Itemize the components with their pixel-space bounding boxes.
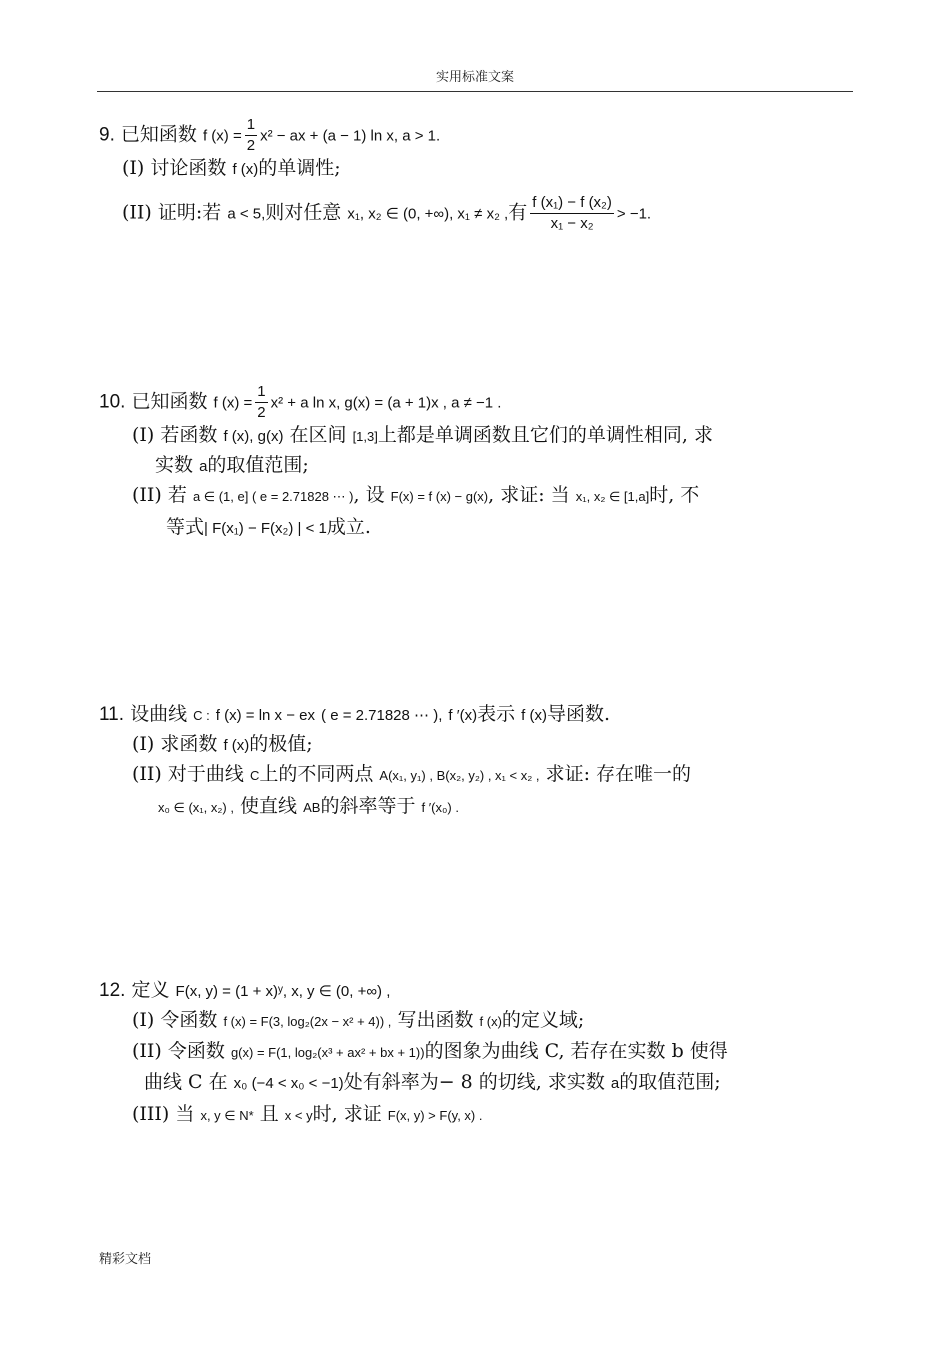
problem-text: 已知函数: [131, 390, 208, 413]
problem-text: 表示: [477, 703, 516, 725]
fraction: [245, 115, 257, 156]
math-expression: x₁, x₂ ∈ [1,a]: [575, 489, 650, 504]
part-text: 的斜率等于: [320, 795, 416, 817]
math-expression: f (x): [521, 707, 547, 724]
part-label: (I): [132, 1009, 155, 1031]
math-expression: f (x) =: [202, 127, 242, 145]
math-expression: f (x): [232, 161, 259, 178]
part-label: (II): [132, 763, 162, 785]
fraction-numerator: f (x₁) − f (x₂): [530, 193, 614, 214]
fraction-denominator: 2: [257, 404, 266, 421]
part-text: 使直线: [240, 795, 298, 817]
math-expression: f (x): [223, 737, 250, 754]
part-text: 曲线 C 在: [144, 1071, 228, 1093]
problem-11-part-2-cont: [158, 794, 459, 820]
problem-12-stem: [99, 978, 390, 1004]
problem-number: 9.: [99, 124, 115, 146]
problem-11-stem: [99, 702, 610, 728]
problem-10-stem: [99, 382, 501, 423]
problem-9-part-1: [122, 156, 341, 182]
math-expression: x₀ ∈ (x₁, x₂) ,: [158, 800, 234, 815]
math-expression: A(x₁, y₁) , B(x₂, y₂) , x₁ < x₂ ,: [379, 768, 540, 783]
math-expression: g(x) = F(1, log₂(x³ + ax² + bx + 1)): [230, 1045, 425, 1060]
problem-9-stem: [99, 115, 440, 156]
part-text: 有: [508, 201, 528, 224]
math-expression: [1,3]: [352, 429, 378, 444]
math-expression: a: [610, 1075, 620, 1092]
math-expression: F(x, y) > F(y, x) .: [387, 1108, 483, 1123]
problem-10-part-1-cont: [155, 453, 309, 479]
problem-number: 10.: [99, 391, 126, 413]
fraction-denominator: 2: [246, 137, 256, 154]
fraction-numerator: 1: [245, 115, 257, 136]
part-text: 令函数: [160, 1009, 218, 1031]
math-expression: x < y: [284, 1108, 313, 1123]
part-label: (III): [132, 1103, 170, 1125]
problem-text: 已知函数: [120, 123, 197, 146]
part-text: 的图象为曲线 C, 若存在实数 b 使得: [424, 1040, 728, 1062]
math-expression: a ∈ (1, e] ( e = 2.71828 ⋯ ): [192, 489, 354, 504]
math-expression: | F(x₁) − F(x₂) | < 1: [204, 520, 327, 537]
problem-12-part-1: [132, 1008, 584, 1034]
math-expression: F(x) = f (x) − g(x): [390, 489, 489, 504]
part-text: 的定义域;: [501, 1009, 585, 1031]
part-label: (II): [122, 201, 152, 224]
math-expression: x₀ (−4 < x₀ < −1): [233, 1075, 344, 1092]
part-label: (I): [122, 157, 145, 179]
part-text: 令函数: [167, 1040, 225, 1062]
part-text: , 设: [353, 484, 385, 506]
part-text: 对于曲线: [167, 763, 244, 785]
math-expression: C: [249, 768, 260, 783]
problem-12-part-2: [132, 1039, 728, 1065]
problem-12-part-2-cont: [144, 1070, 721, 1096]
part-text: , 求证: 当: [488, 484, 570, 506]
math-expression: x, y ∈ N*: [200, 1108, 254, 1123]
part-label: (I): [132, 424, 155, 446]
part-text: 的取值范围;: [619, 1071, 721, 1093]
math-expression: > −1.: [616, 205, 652, 223]
part-text: 若: [167, 484, 187, 506]
math-expression: f ′(x): [448, 707, 478, 724]
problem-9-part-2: [122, 193, 651, 234]
part-text: 的取值范围;: [207, 454, 309, 476]
part-text: 且: [259, 1103, 279, 1125]
fraction-denominator: x₁ − x₂: [550, 215, 594, 232]
problem-11-part-1: [132, 732, 313, 758]
math-expression: F(x, y) = (1 + x)ʸ, x, y ∈ (0, +∞) ,: [175, 983, 391, 1000]
fraction: [530, 193, 614, 234]
math-expression: f ′(x₀) .: [421, 800, 459, 815]
problem-number: 12.: [99, 980, 126, 1001]
part-text: 时, 不: [649, 484, 700, 506]
math-expression: C :: [193, 708, 210, 723]
part-text: 若函数: [160, 424, 218, 446]
part-text: 求证: 存在唯一的: [545, 763, 692, 785]
problem-text: 设曲线: [130, 703, 188, 725]
fraction-numerator: 1: [255, 382, 267, 403]
math-expression: a < 5,: [227, 205, 266, 223]
part-text: 实数: [155, 454, 194, 476]
header-divider: [97, 91, 853, 92]
math-expression: x₁, x₂ ∈ (0, +∞), x₁ ≠ x₂ ,: [347, 205, 509, 223]
problem-number: 11.: [99, 704, 125, 725]
math-expression: ( e = 2.71828 ⋯ ),: [321, 707, 443, 724]
part-text: 时, 求证: [312, 1103, 382, 1125]
part-text: 当: [175, 1103, 195, 1125]
part-text: 上的不同两点: [259, 763, 374, 785]
math-expression: f (x) = ln x − ex: [215, 707, 315, 724]
part-text: 在区间: [289, 424, 347, 446]
math-expression: x² − ax + (a − 1) ln x, a > 1.: [260, 127, 441, 145]
problem-text: 定义: [131, 979, 170, 1001]
math-expression: AB: [303, 800, 321, 815]
part-text: 求函数: [160, 733, 218, 755]
problem-text: 导函数.: [546, 703, 610, 725]
part-text: 处有斜率为− 8 的切线, 求实数: [343, 1071, 605, 1093]
part-label: (I): [132, 733, 155, 755]
part-text: 上都是单调函数且它们的单调性相同, 求: [377, 424, 713, 446]
math-expression: f (x) = F(3, log₂(2x − x² + 4)) ,: [223, 1014, 392, 1029]
math-expression: f (x) =: [213, 394, 253, 412]
page-header: 实用标准文案: [435, 70, 514, 85]
math-expression: f (x): [479, 1014, 502, 1029]
part-text: 成立.: [326, 516, 371, 538]
problem-10-part-2-cont: [166, 515, 371, 541]
problem-11-part-2: [132, 762, 691, 788]
part-text: 证明:若: [157, 201, 222, 224]
part-label: (II): [132, 484, 162, 506]
problem-10-part-2: [132, 483, 699, 509]
fraction: [255, 382, 267, 423]
part-text: 的极值;: [249, 733, 313, 755]
problem-12-part-3: [132, 1102, 482, 1128]
part-text: 讨论函数: [150, 157, 227, 179]
math-expression: f (x), g(x): [223, 428, 284, 445]
part-text: 等式: [166, 516, 205, 538]
part-text: 写出函数: [397, 1009, 474, 1031]
problem-10-part-1: [132, 423, 713, 449]
part-text: 则对任意: [265, 201, 342, 224]
part-label: (II): [132, 1040, 162, 1062]
math-expression: a: [199, 458, 208, 475]
math-expression: x² + a ln x, g(x) = (a + 1)x , a ≠ −1 .: [270, 394, 502, 412]
page-footer: 精彩文档: [99, 1252, 152, 1267]
part-text: 的单调性;: [258, 157, 341, 179]
